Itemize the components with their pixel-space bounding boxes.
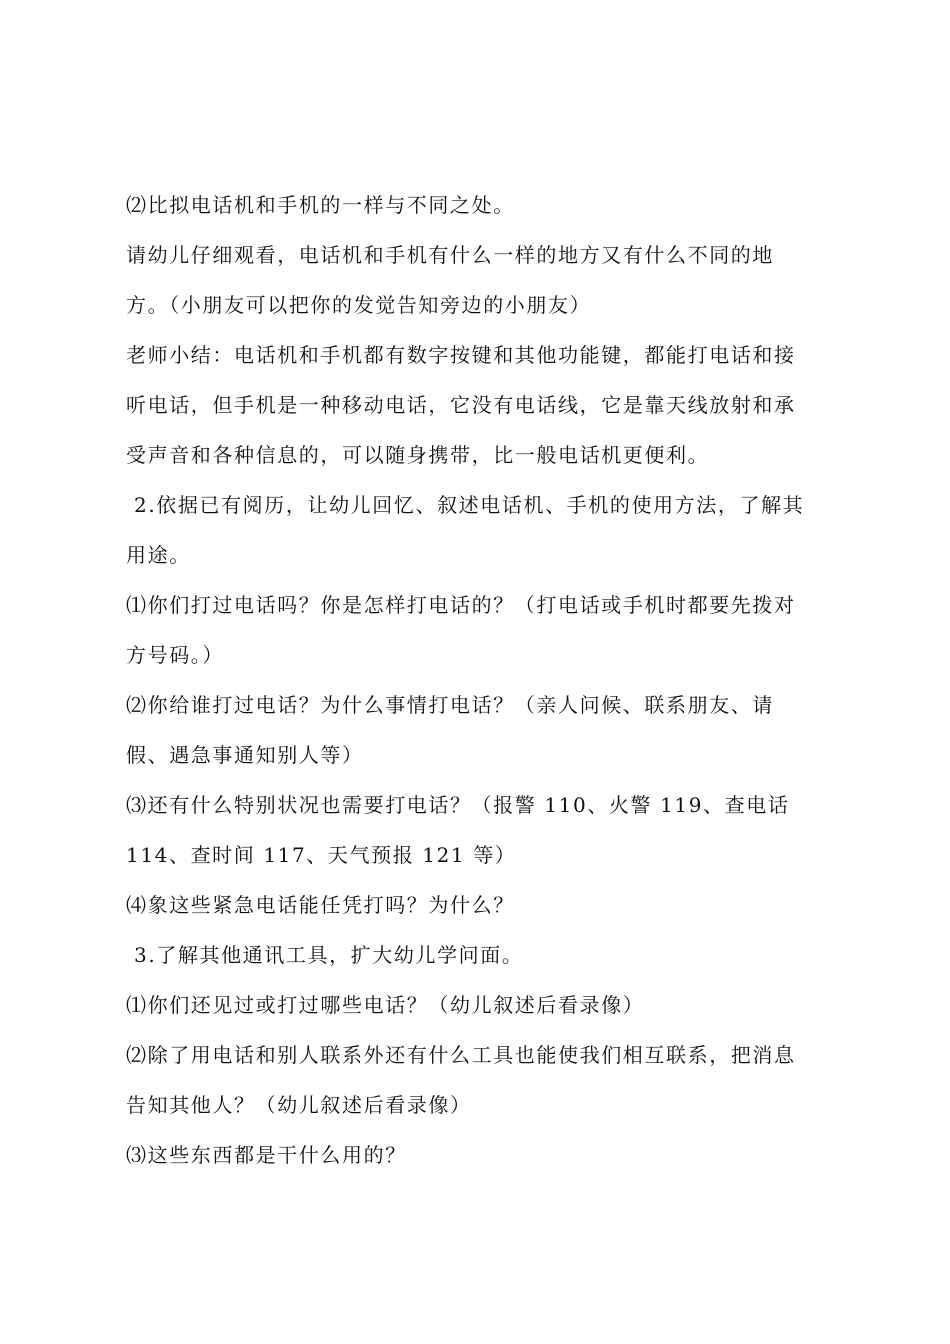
section-heading: 3.了解其他通讯工具，扩大幼儿学问面。: [134, 943, 524, 967]
paragraph-line: ⑶这些东西都是干什么用的？: [126, 1143, 407, 1167]
document-body: [126, 180, 832, 1180]
paragraph-line: ⑵你给谁打过电话？为什么事情打电话？（亲人问候、联系朋友、请: [126, 693, 774, 717]
paragraph-line: 假、遇急事通知别人等）: [126, 743, 364, 767]
paragraph-line: ⑴你们还见过或打过哪些电话？（幼儿叙述后看录像）: [126, 993, 645, 1017]
paragraph-line: 用途。: [126, 543, 191, 567]
paragraph-line: ⑷象这些紧急电话能任凭打吗？为什么？: [126, 893, 515, 917]
paragraph-line: ⑶还有什么特别状况也需要打电话？（报警 110、火警 119、查电话: [126, 793, 790, 817]
paragraph-line: 听电话，但手机是一种移动电话，它没有电话线，它是靠天线放射和承: [126, 393, 796, 417]
paragraph-line: ⑵除了用电话和别人联系外还有什么工具也能使我们相互联系，把消息: [126, 1043, 796, 1067]
paragraph-line: 老师小结：电话机和手机都有数字按键和其他功能键，都能打电话和接: [126, 343, 796, 367]
paragraph-line: 告知其他人？（幼儿叙述后看录像）: [126, 1093, 472, 1117]
paragraph-line: 请幼儿仔细观看，电话机和手机有什么一样的地方又有什么不同的地: [126, 243, 774, 267]
paragraph-line: ⑵比拟电话机和手机的一样与不同之处。: [126, 193, 515, 217]
paragraph-line: 114、查时间 117、天气预报 121 等）: [126, 843, 517, 867]
paragraph-line: 方。（小朋友可以把你的发觉告知旁边的小朋友）: [126, 293, 592, 317]
paragraph-line: ⑴你们打过电话吗？你是怎样打电话的？（打电话或手机时都要先拨对: [126, 593, 796, 617]
paragraph-line: 受声音和各种信息的，可以随身携带，比一般电话机更便利。: [126, 443, 710, 467]
paragraph-line: 方号码。）: [126, 643, 224, 667]
section-heading: 2.依据已有阅历，让幼儿回忆、叙述电话机、手机的使用方法，了解其: [134, 493, 805, 517]
